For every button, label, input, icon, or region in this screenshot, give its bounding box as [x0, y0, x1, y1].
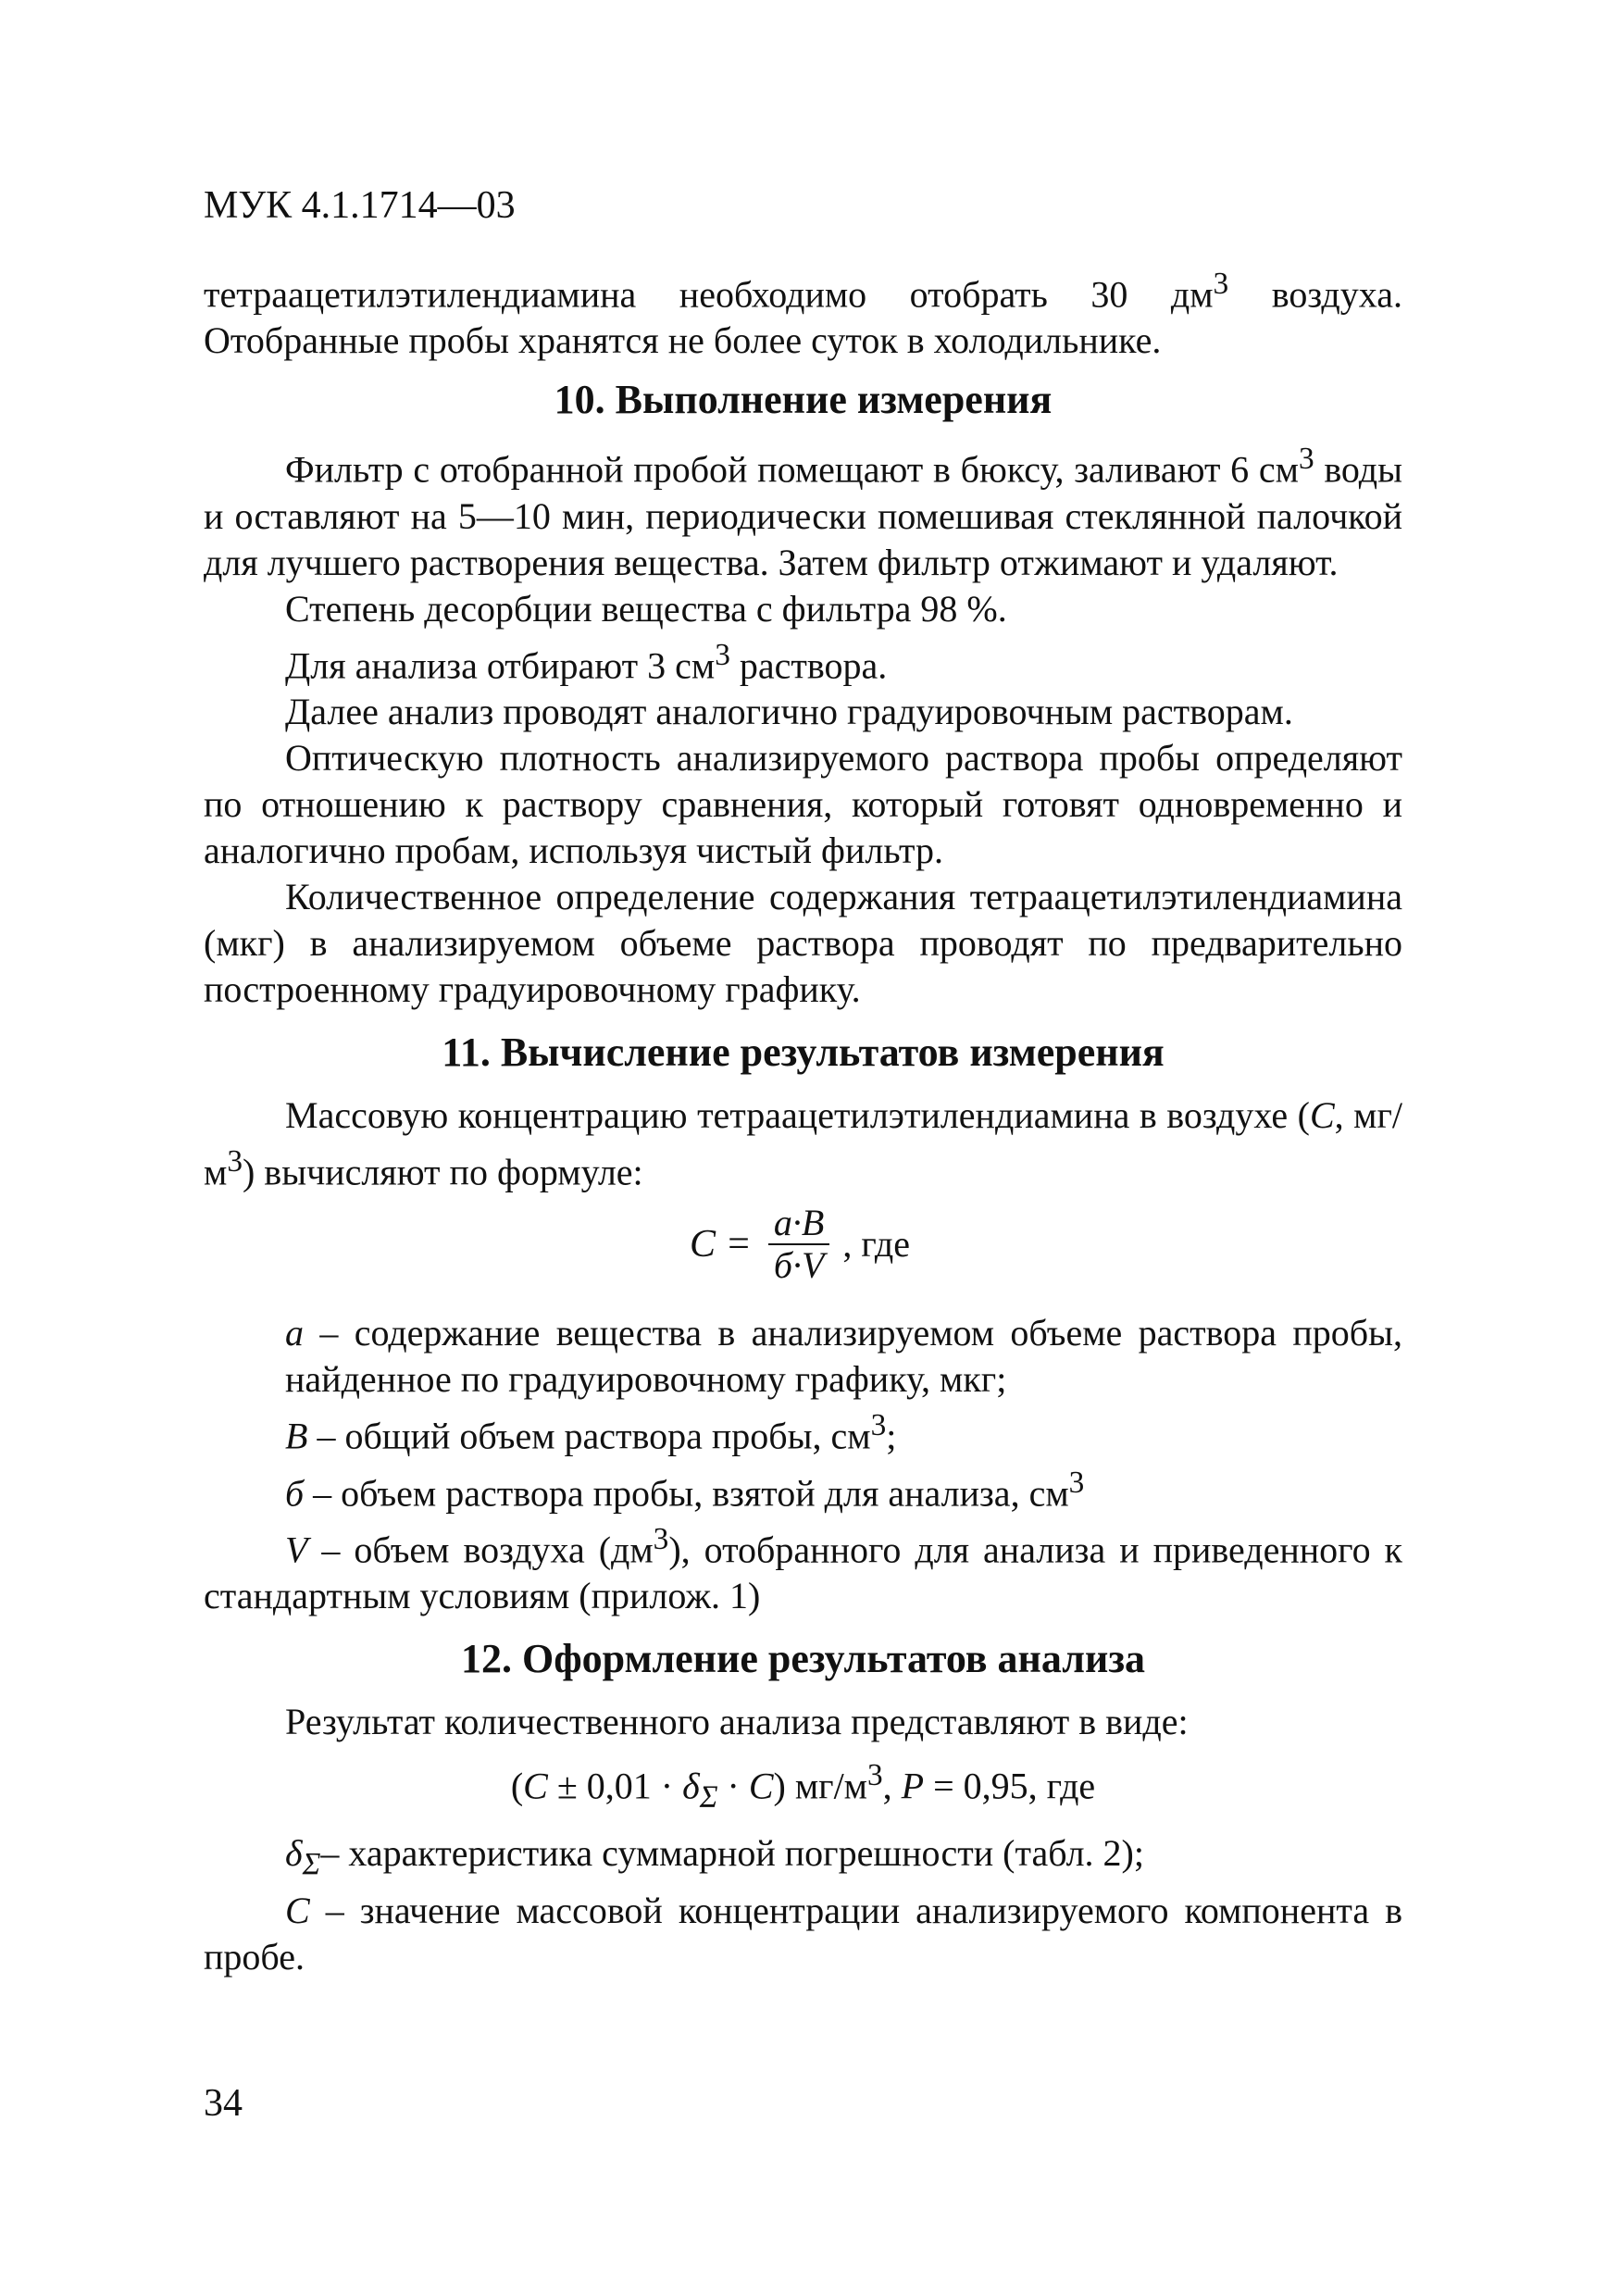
s11-paragraph-1: Массовую концентрацию тетраацетилэтилендиамина в воздухе (С, $мг/м^3$) вычисляют по формуле:	[204, 1093, 1402, 1193]
s10-paragraph-3: Для анализа отбирают 3 $см^3$ раствора.	[285, 637, 888, 686]
s10-paragraph-6: Количественное определение содержания тетраацетилэтилендиамина (мкг) в анализируемом объеме раствора проводят по предварительно построенному градуировочному графику.	[204, 875, 1402, 1010]
page-number: 34	[204, 2082, 243, 2125]
formula-numerator: а·В	[773, 1202, 825, 1244]
section-10-title: 10. Выполнение измерения	[554, 377, 1053, 423]
definition-b-aliquot: б – объем раствора пробы, взятой для анализа, $см^3$	[285, 1465, 1085, 1514]
intro-paragraph: тетраацетилэтилендиамина необходимо отобрать 30 $дм^3$ воздуха. Отобранные пробы хранятся не более суток в холодильнике.	[204, 267, 1402, 362]
s10-paragraph-4: Далее анализ проводят аналогично градуировочным растворам.	[285, 690, 1293, 732]
s10-paragraph-1: Фильтр с отобранной пробой помещают в бюксу, заливают 6 $см^3$ воды и оставляют на 5—10 мин, периодически помешивая стеклянной палочкой для лучшего растворения вещества. Затем фильтр отжимают и удаляют.	[204, 442, 1403, 583]
result-expression: $(С \pm 0,01 \cdot \delta_\Sigma \cdot С)$ $мг/м^3$, Р = 0,95, где	[510, 1758, 1096, 1815]
formula-tail: , где	[842, 1223, 910, 1266]
section-11-title: 11. Вычисление результатов измерения	[442, 1029, 1165, 1075]
concentration-formula	[204, 1199, 1402, 1301]
document-code-header: МУК 4.1.1714—03	[204, 184, 516, 227]
formula-lhs: С =	[690, 1223, 752, 1267]
section-12-title: 12. Оформление результатов анализа	[461, 1636, 1145, 1682]
definition-b-total: В – общий объем раствора пробы, $см^3$;	[285, 1408, 897, 1457]
definition-delta: $\delta_\Sigma-$ характеристика суммарной погрешности (табл. 2);	[285, 1831, 1144, 1881]
page-body	[204, 261, 1402, 1980]
definition-a: а – содержание вещества в анализируемом объеме раствора пробы, найденное по градуировочному графику, мкг;	[285, 1312, 1402, 1401]
s10-paragraph-5: Оптическую плотность анализируемого раствора пробы определяют по отношению к раствору сравнения, который готовят одновременно и аналогично пробам, используя чистый фильтр.	[204, 736, 1402, 871]
definition-c: С – значение массовой концентрации анализируемого компонента в пробе.	[204, 1889, 1402, 1978]
definition-v: V – объем воздуха $(дм^3)$, отобранного для анализа и приведенного к стандартным условиям (прилож. 1)	[204, 1521, 1402, 1617]
s10-paragraph-2: Степень десорбции вещества с фильтра 98 %.	[285, 587, 1007, 630]
formula-denominator: б·V	[773, 1244, 825, 1287]
formula-fraction	[768, 1203, 830, 1286]
s12-paragraph-1: Результат количественного анализа представляют в виде:	[285, 1701, 1189, 1743]
